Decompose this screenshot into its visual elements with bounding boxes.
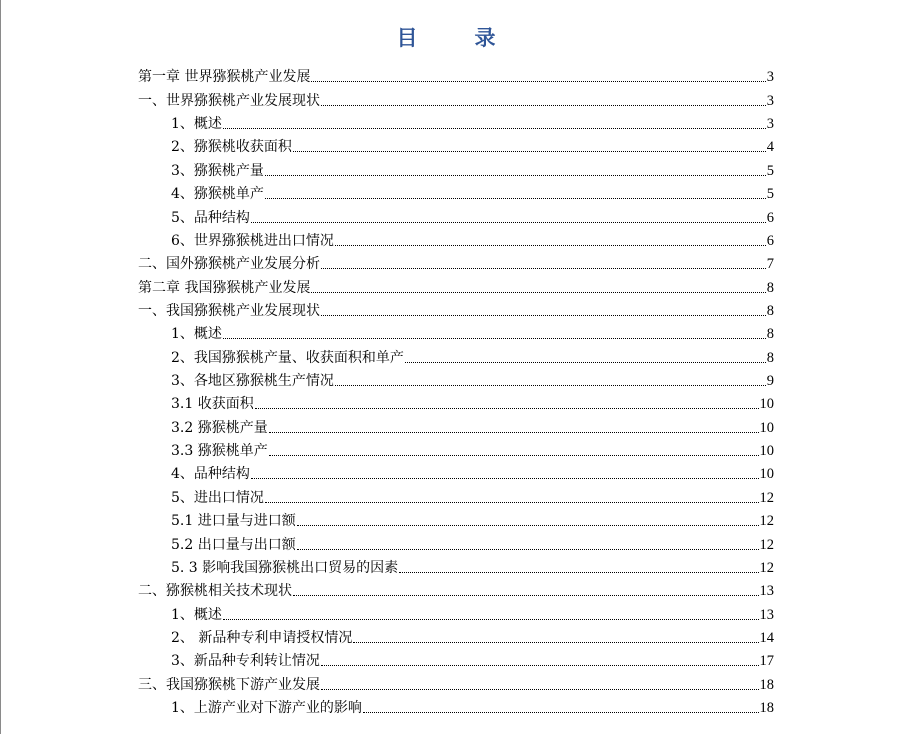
toc-entry-text: 5.1 进口量与进口额	[171, 513, 296, 530]
toc-entry[interactable]	[138, 297, 774, 320]
toc-entry-text: 6、世界猕猴桃进出口情况	[171, 232, 334, 249]
toc-entry[interactable]	[138, 63, 774, 86]
toc-dot-leader	[251, 477, 759, 479]
toc-dot-leader	[353, 641, 758, 643]
toc-entry-page-number: 10	[759, 396, 774, 413]
toc-entry-page-number: 12	[759, 489, 774, 506]
toc-entry-page-number: 18	[759, 676, 774, 693]
toc-dot-leader	[335, 384, 766, 386]
toc-title: 目 录	[396, 26, 514, 50]
toc-entry[interactable]	[138, 320, 774, 343]
toc-dot-leader	[363, 711, 759, 713]
toc-dot-leader	[321, 314, 766, 316]
toc-entry-text: 4、猕猴桃单产	[171, 186, 264, 203]
toc-entry[interactable]	[138, 180, 774, 203]
toc-entry-text: 5. 3 影响我国猕猴桃出口贸易的因素	[171, 559, 399, 576]
toc-entry-page-number: 13	[759, 583, 774, 600]
toc-dot-leader	[293, 594, 759, 596]
toc-entry-text: 2、猕猴桃收获面积	[171, 139, 292, 156]
toc-entry[interactable]	[138, 577, 774, 600]
toc-dot-leader	[405, 361, 766, 363]
toc-entry[interactable]	[138, 86, 774, 109]
toc-entry[interactable]	[138, 250, 774, 273]
toc-entry-page-number: 7	[766, 256, 774, 273]
toc-entry-page-number: 6	[766, 232, 774, 249]
toc-entry-text: 第二章 我国猕猴桃产业发展	[138, 279, 311, 296]
toc-dot-leader	[321, 688, 759, 690]
toc-entry-text: 5、品种结构	[171, 209, 250, 226]
toc-entry-page-number: 5	[766, 186, 774, 203]
toc-entry-text: 3.3 猕猴桃单产	[171, 443, 268, 460]
toc-entry-text: 二、国外猕猴桃产业发展分析	[138, 256, 320, 273]
toc-entry[interactable]	[138, 507, 774, 530]
toc-entry[interactable]	[138, 460, 774, 483]
toc-entry-page-number: 14	[759, 629, 774, 646]
toc-entry-text: 5.2 出口量与出口额	[171, 536, 296, 553]
toc-entry-text: 3、猕猴桃产量	[171, 162, 264, 179]
toc-entry[interactable]	[138, 343, 774, 366]
toc-entry[interactable]	[138, 670, 774, 693]
toc-entry-page-number: 12	[759, 536, 774, 553]
toc-dot-leader	[223, 618, 759, 620]
toc-entry-page-number: 6	[766, 209, 774, 226]
toc-dot-leader	[297, 524, 759, 526]
toc-entry-page-number: 3	[766, 69, 774, 86]
toc-dot-leader	[255, 407, 759, 409]
toc-entry-page-number: 8	[766, 279, 774, 296]
toc-dot-leader	[251, 221, 766, 223]
toc-entry-page-number: 5	[766, 162, 774, 179]
toc-entry[interactable]	[138, 203, 774, 226]
toc-entry-page-number: 8	[766, 349, 774, 366]
toc-entry-text: 1、概述	[171, 326, 222, 343]
toc-entry-text: 一、世界猕猴桃产业发展现状	[138, 92, 320, 109]
toc-entry-page-number: 4	[766, 139, 774, 156]
toc-entry[interactable]	[138, 227, 774, 250]
table-of-contents	[138, 63, 774, 717]
toc-entry[interactable]	[138, 694, 774, 717]
toc-entry[interactable]	[138, 530, 774, 553]
toc-entry-text: 一、我国猕猴桃产业发展现状	[138, 302, 320, 319]
toc-dot-leader	[335, 244, 766, 246]
toc-entry-text: 3.2 猕猴桃产量	[171, 419, 268, 436]
toc-entry-text: 2、 新品种专利申请授权情况	[171, 629, 353, 646]
toc-entry[interactable]	[138, 156, 774, 179]
toc-entry-page-number: 10	[759, 466, 774, 483]
toc-dot-leader	[223, 127, 766, 129]
toc-entry-page-number: 13	[759, 606, 774, 623]
toc-dot-leader	[321, 104, 766, 106]
toc-entry-page-number: 3	[766, 116, 774, 133]
toc-dot-leader	[269, 454, 759, 456]
toc-entry-text: 3、新品种专利转让情况	[171, 653, 320, 670]
toc-entry[interactable]	[138, 133, 774, 156]
toc-entry-page-number: 12	[759, 513, 774, 530]
toc-entry-text: 第一章 世界猕猴桃产业发展	[138, 69, 311, 86]
toc-entry-page-number: 8	[766, 302, 774, 319]
toc-entry[interactable]	[138, 624, 774, 647]
toc-entry-page-number: 10	[759, 443, 774, 460]
toc-entry[interactable]	[138, 390, 774, 413]
toc-entry[interactable]	[138, 110, 774, 133]
toc-dot-leader	[311, 291, 765, 293]
toc-entry-text: 1、概述	[171, 116, 222, 133]
toc-entry[interactable]	[138, 273, 774, 296]
toc-dot-leader	[265, 501, 759, 503]
toc-dot-leader	[399, 571, 758, 573]
toc-dot-leader	[311, 80, 765, 82]
toc-entry-page-number: 9	[766, 373, 774, 390]
toc-entry[interactable]	[138, 647, 774, 670]
toc-dot-leader	[321, 267, 766, 269]
toc-entry-page-number: 3	[766, 92, 774, 109]
toc-entry[interactable]	[138, 437, 774, 460]
toc-entry[interactable]	[138, 367, 774, 390]
toc-entry[interactable]	[138, 600, 774, 623]
toc-entry-text: 3.1 收获面积	[171, 396, 254, 413]
toc-dot-leader	[265, 174, 766, 176]
toc-entry-page-number: 17	[759, 653, 774, 670]
toc-entry-text: 2、我国猕猴桃产量、收获面积和单产	[171, 349, 404, 366]
toc-entry-page-number: 18	[759, 700, 774, 717]
toc-entry[interactable]	[138, 483, 774, 506]
toc-entry-page-number: 10	[759, 419, 774, 436]
toc-dot-leader	[297, 548, 759, 550]
toc-entry-text: 三、我国猕猴桃下游产业发展	[138, 676, 320, 693]
toc-entry-page-number: 8	[766, 326, 774, 343]
toc-entry-text: 3、各地区猕猴桃生产情况	[171, 373, 334, 390]
toc-entry-page-number: 12	[759, 559, 774, 576]
toc-entry-text: 4、品种结构	[171, 466, 250, 483]
toc-entry[interactable]	[138, 413, 774, 436]
toc-dot-leader	[293, 150, 766, 152]
toc-entry-text: 二、猕猴桃相关技术现状	[138, 583, 292, 600]
toc-dot-leader	[223, 337, 766, 339]
toc-entry-text: 1、概述	[171, 606, 222, 623]
toc-dot-leader	[269, 431, 759, 433]
toc-entry[interactable]	[138, 554, 774, 577]
toc-dot-leader	[321, 664, 759, 666]
toc-dot-leader	[265, 197, 766, 199]
toc-entry-text: 1、上游产业对下游产业的影响	[171, 700, 362, 717]
toc-entry-text: 5、进出口情况	[171, 489, 264, 506]
